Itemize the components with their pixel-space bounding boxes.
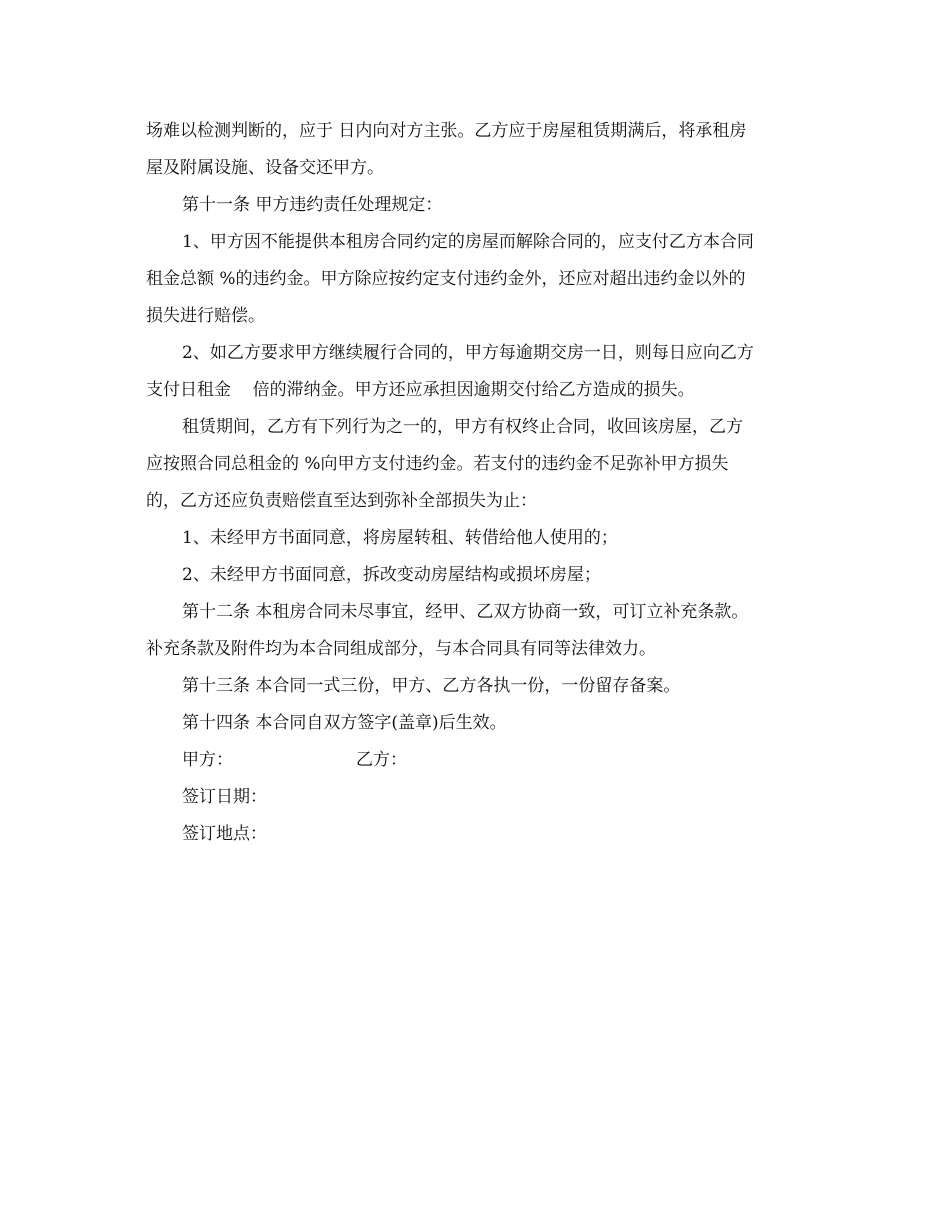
list-item: 2、未经甲方书面同意，拆改变动房屋结构或损坏房屋； (182, 565, 601, 585)
list-item: 1、未经甲方书面同意，将房屋转租、转借给他人使用的； (182, 528, 618, 548)
article-12-heading: 第十二条 本租房合同未尽事宜，经甲、乙双方协商一致，可订立补充条款。 (182, 602, 749, 622)
text-line: 支付日租金 倍的滞纳金。甲方还应承担因逾期交付给乙方造成的损失。 (146, 380, 695, 400)
text-line: 租赁期间，乙方有下列行为之一的，甲方有权终止合同，收回该房屋，乙方 (182, 417, 743, 437)
party-b-label: 乙方： (356, 750, 407, 770)
text-line: 补充条款及附件均为本合同组成部分，与本合同具有同等法律效力。 (146, 639, 656, 659)
sign-date-label: 签订日期： (182, 787, 267, 807)
sign-place-label: 签订地点： (182, 824, 267, 844)
article-11-heading: 第十一条 甲方违约责任处理规定： (182, 195, 443, 215)
text-line: 场难以检测判断的，应于 日内向对方主张。乙方应于房屋租赁期满后，将承租房 (146, 121, 747, 141)
text-line: 的，乙方还应负责赔偿直至达到弥补全部损失为止： (146, 491, 537, 511)
text-line: 1、甲方因不能提供本租房合同约定的房屋而解除合同的，应支付乙方本合同 (182, 232, 754, 252)
article-14-heading: 第十四条 本合同自双方签字(盖章)后生效。 (182, 713, 507, 733)
text-line: 2、如乙方要求甲方继续履行合同的，甲方每逾期交房一日，则每日应向乙方 (182, 343, 754, 363)
signature-parties-row (146, 742, 810, 779)
text-line: 租金总额 %的违约金。甲方除应按约定支付违约金外，还应对超出违约金以外的 (146, 269, 746, 289)
article-13-heading: 第十三条 本合同一式三份，甲方、乙方各执一份，一份留存备案。 (182, 676, 681, 696)
party-a-label: 甲方： (182, 750, 233, 770)
text-line: 损失进行赔偿。 (146, 306, 265, 326)
contract-body (146, 113, 810, 853)
text-line: 屋及附属设施、设备交还甲方。 (146, 158, 384, 178)
text-line: 应按照合同总租金的 %向甲方支付违约金。若支付的违约金不足弥补甲方损失 (146, 454, 729, 474)
